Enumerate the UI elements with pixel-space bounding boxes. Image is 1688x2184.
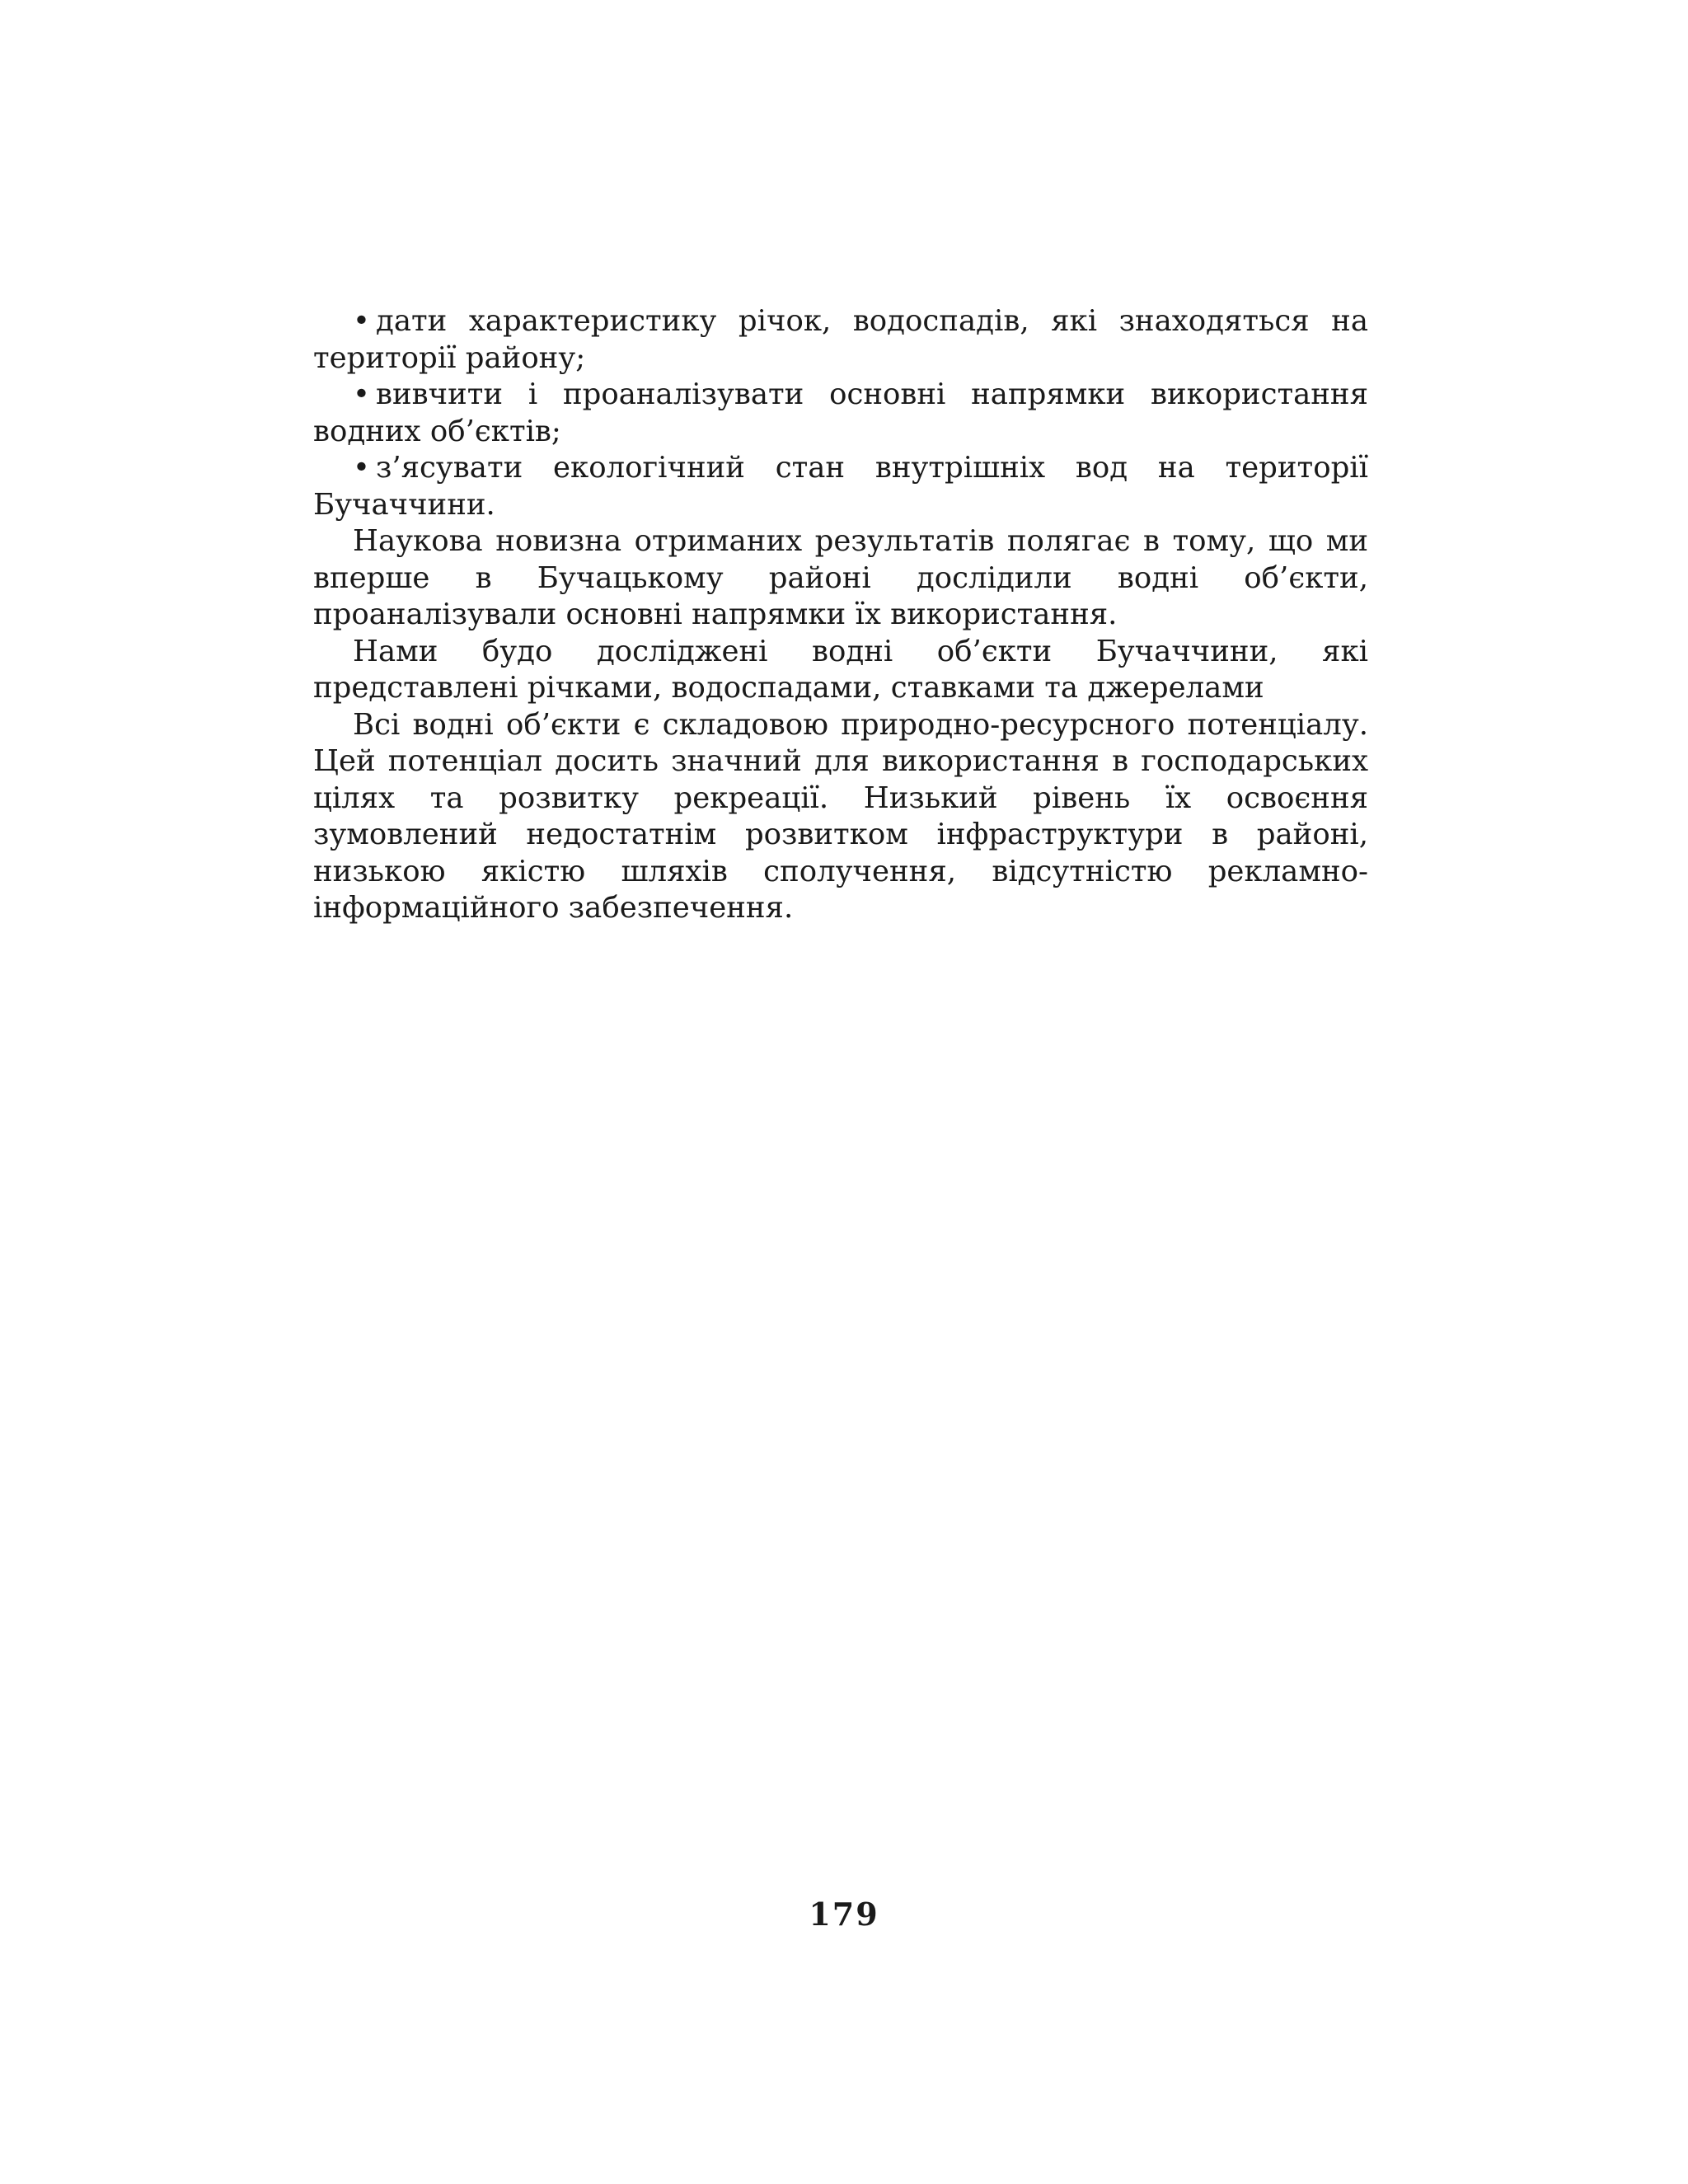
- list-item: [313, 377, 1368, 450]
- paragraph: Всі водні об’єкти є складовою природно-ресурсного потенціалу. Цей потенціал досить значний для використання в господарських цілях та розвитку рекреації. Низький рівень їх освоєння зумовлений недостатнім розвитком інфраструктури в районі, низькою якістю шляхів сполучення, відсутністю рекламно-інформаційного забезпечення.: [313, 707, 1368, 925]
- paragraph: Наукова новизна отриманих результатів полягає в тому, що ми вперше в Бучацькому районі дослідили водні об’єкти, проаналізували основні напрямки їх використання.: [313, 524, 1368, 631]
- bullet-icon: •: [353, 304, 370, 338]
- list-item-text: дати характеристику річок, водоспадів, які знаходяться на території району;: [313, 304, 1368, 375]
- paragraph: Нами будо досліджені водні об’єкти Бучаччини, які представлені річками, водоспадами, ставками та джерелами: [313, 634, 1368, 705]
- bullet-icon: •: [353, 451, 370, 485]
- list-item: [313, 450, 1368, 523]
- body-text: [313, 303, 1368, 927]
- bullet-icon: •: [353, 377, 370, 411]
- page-number: 179: [809, 1896, 879, 1933]
- list-item-text: вивчити і проаналізувати основні напрямки використання водних об’єктів;: [313, 377, 1368, 448]
- list-item: [313, 303, 1368, 377]
- list-item-text: з’ясувати екологічний стан внутрішніх вод на території Бучаччини.: [313, 451, 1368, 522]
